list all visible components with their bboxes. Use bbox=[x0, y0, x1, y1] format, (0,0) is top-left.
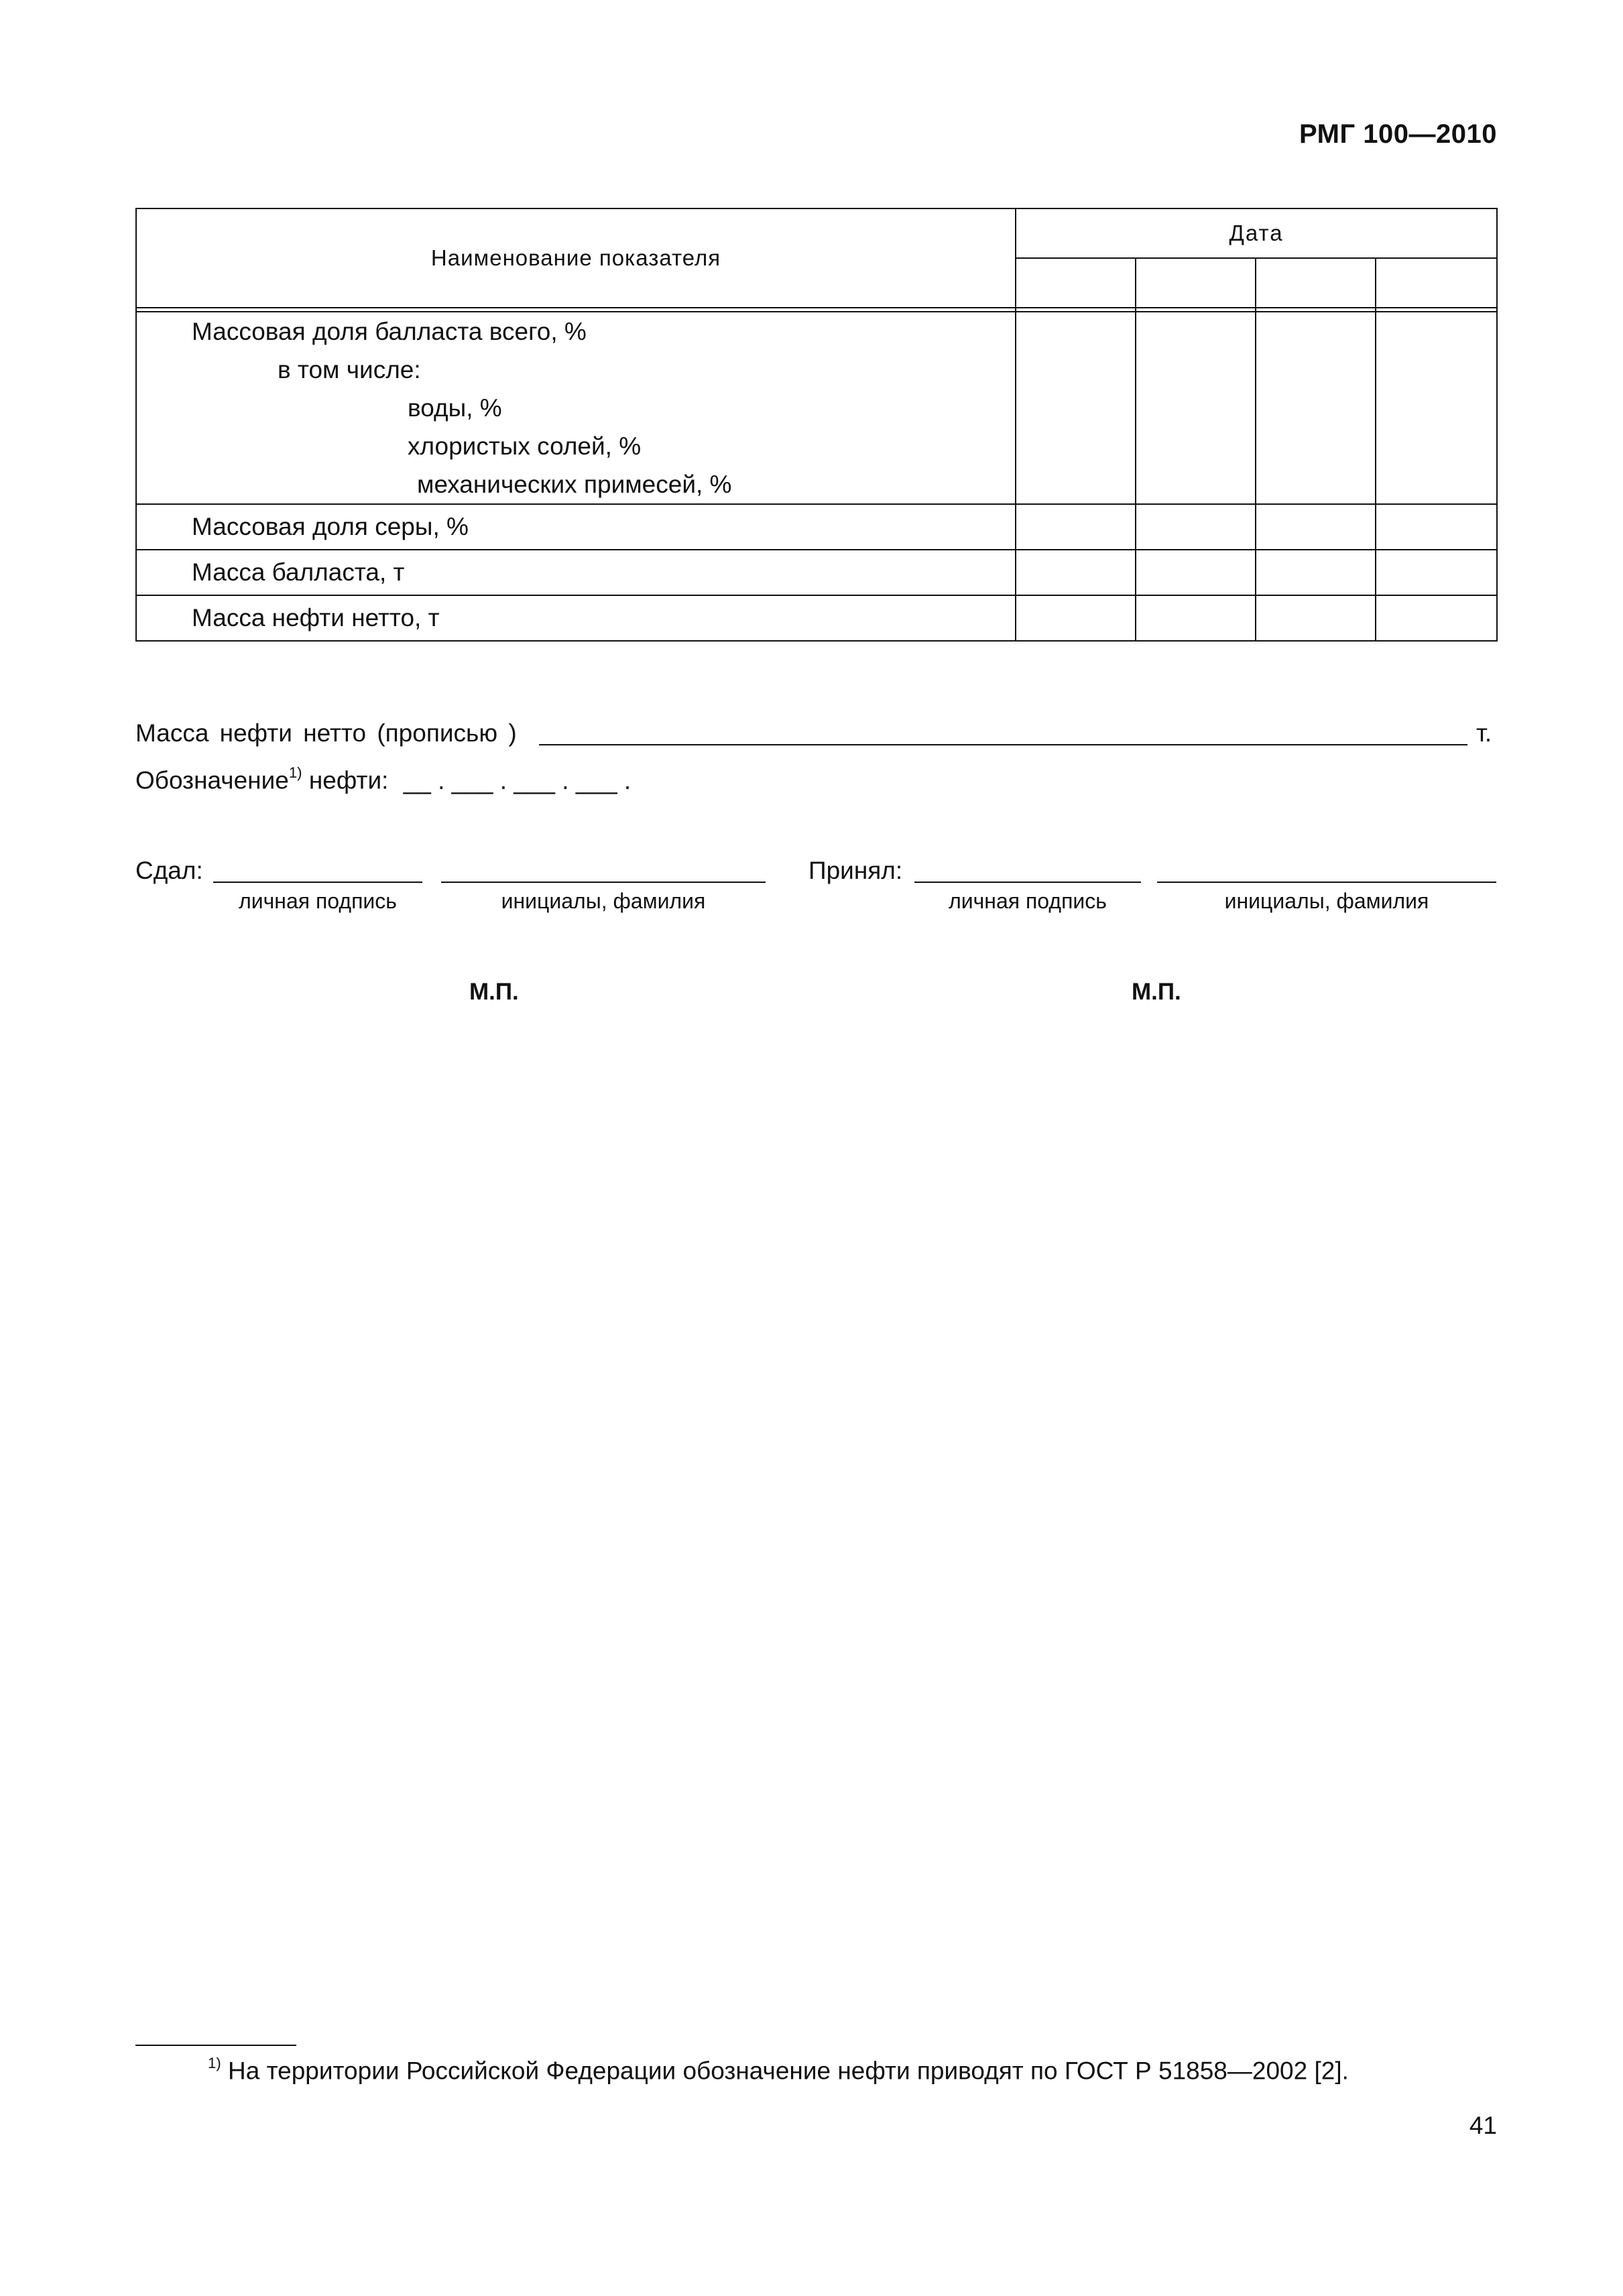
row-label-net-oil-mass: Масса нефти нетто, т bbox=[136, 595, 1016, 641]
footnote-text: На территории Российской Федерации обозначение нефти приводят по ГОСТ Р 51858—2002 [2]. bbox=[228, 2057, 1349, 2085]
document-code: РМГ 100—2010 bbox=[1299, 119, 1497, 149]
value-cell bbox=[1136, 595, 1256, 641]
designation-line bbox=[135, 764, 631, 795]
footnote-marker: 1) bbox=[208, 2055, 221, 2071]
row-label-including: в том числе: bbox=[278, 356, 421, 383]
table-row bbox=[136, 312, 1497, 504]
value-cell bbox=[1376, 595, 1497, 641]
row-label-chloride-salts: хлористых солей, % bbox=[408, 432, 642, 460]
value-cell bbox=[1136, 312, 1256, 504]
handed-name-caption: инициалы, фамилия bbox=[501, 889, 706, 913]
net-mass-words-field[interactable] bbox=[539, 744, 1467, 745]
date-cell-3 bbox=[1256, 258, 1376, 308]
designation-label: Обозначение bbox=[135, 766, 289, 794]
date-cell-4 bbox=[1376, 258, 1497, 308]
received-label: Принял: bbox=[808, 857, 903, 884]
handed-signature-field[interactable] bbox=[213, 882, 422, 883]
column-header-indicator: Наименование показателя bbox=[136, 208, 1016, 308]
value-cell bbox=[1256, 550, 1376, 595]
designation-field[interactable]: __ . ___ . ___ . ___ . bbox=[403, 766, 632, 794]
stamp-place-left: М.П. bbox=[469, 979, 519, 1005]
net-mass-words-label: Масса нефти нетто (прописью ) bbox=[135, 719, 517, 747]
footnote-ref: 1) bbox=[288, 764, 302, 781]
column-header-date: Дата bbox=[1016, 208, 1497, 258]
value-cell bbox=[1256, 504, 1376, 550]
row-label-sulfur: Массовая доля серы, % bbox=[136, 504, 1016, 550]
table-row bbox=[136, 504, 1497, 550]
value-cell bbox=[1376, 312, 1497, 504]
value-cell bbox=[1016, 312, 1136, 504]
received-signature-caption: личная подпись bbox=[949, 889, 1107, 913]
value-cell bbox=[1376, 504, 1497, 550]
ballast-cell bbox=[136, 312, 1016, 504]
row-label-mechanical-impurities: механических примесей, % bbox=[417, 471, 732, 498]
value-cell bbox=[1016, 550, 1136, 595]
row-label-ballast-total: Массовая доля балласта всего, % bbox=[192, 318, 587, 345]
received-name-caption: инициалы, фамилия bbox=[1224, 889, 1429, 913]
value-cell bbox=[1256, 595, 1376, 641]
handed-label: Сдал: bbox=[135, 857, 203, 884]
value-cell bbox=[1136, 504, 1256, 550]
footnote-divider bbox=[135, 2045, 296, 2046]
footnote bbox=[208, 2055, 1349, 2086]
designation-suffix: нефти: bbox=[308, 766, 389, 794]
table-row bbox=[136, 595, 1497, 641]
net-mass-unit: т. bbox=[1476, 719, 1492, 747]
indicators-table bbox=[135, 208, 1498, 642]
handed-name-field[interactable] bbox=[441, 882, 766, 883]
value-cell bbox=[1376, 550, 1497, 595]
received-signature-field[interactable] bbox=[914, 882, 1141, 883]
page-number: 41 bbox=[1469, 2112, 1497, 2139]
value-cell bbox=[1256, 312, 1376, 504]
value-cell bbox=[1016, 595, 1136, 641]
value-cell bbox=[1136, 550, 1256, 595]
handed-signature-caption: личная подпись bbox=[239, 889, 397, 913]
table-header-row bbox=[136, 208, 1497, 258]
row-label-ballast-mass: Масса балласта, т bbox=[136, 550, 1016, 595]
value-cell bbox=[1016, 504, 1136, 550]
date-cell-1 bbox=[1016, 258, 1136, 308]
row-label-water: воды, % bbox=[408, 394, 502, 422]
table-row bbox=[136, 550, 1497, 595]
date-cell-2 bbox=[1136, 258, 1256, 308]
stamp-place-right: М.П. bbox=[1132, 979, 1181, 1005]
received-name-field[interactable] bbox=[1157, 882, 1496, 883]
